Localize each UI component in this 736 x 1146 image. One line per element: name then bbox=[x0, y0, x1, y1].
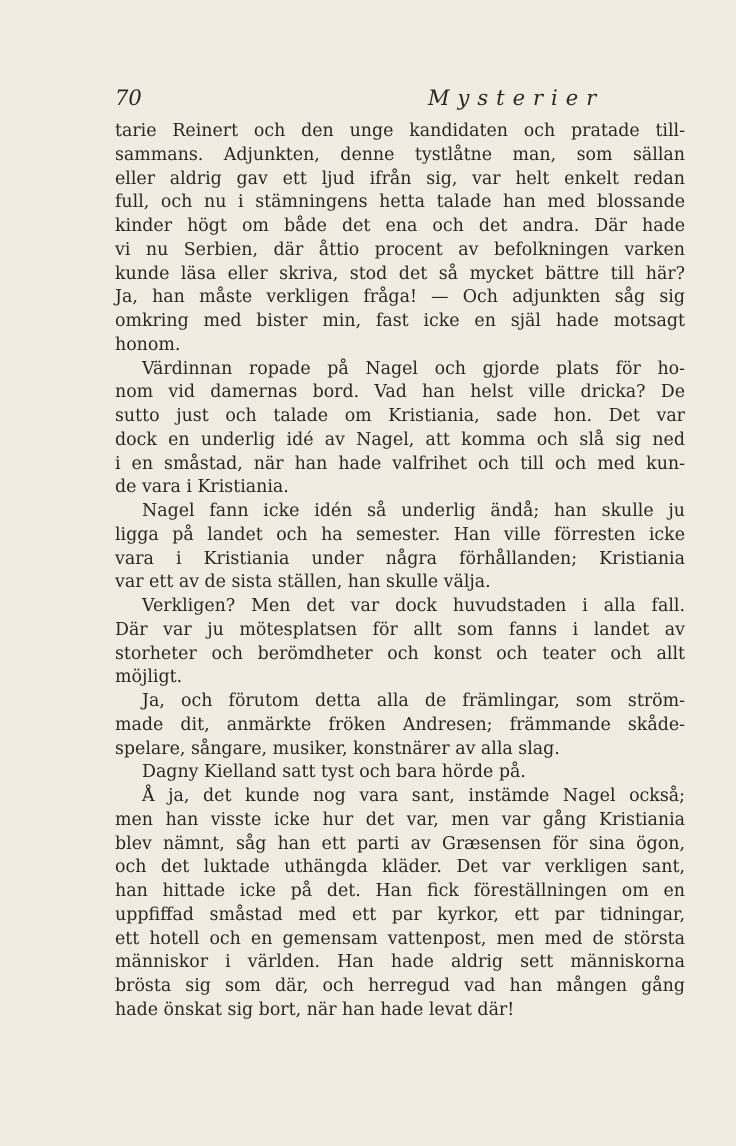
text-line: kunde läsa eller skriva, stod det så mycket bättre till här? bbox=[115, 263, 685, 284]
text-line: honom. bbox=[115, 334, 181, 355]
text-line: Ja, och förutom detta alla de främlingar, som ström- bbox=[142, 691, 685, 711]
text-line: ett hotell och en gemensam vattenpost, men med de största bbox=[115, 928, 685, 949]
text-line: möjligt. bbox=[115, 667, 183, 688]
body-text bbox=[115, 120, 685, 1023]
text-line: blev nämnt, såg han ett parti av Græsensen för sina ögon, bbox=[115, 833, 685, 854]
page-number: 70 bbox=[115, 86, 142, 110]
text-line: sutto just och talade om Kristiania, sade hon. Det var bbox=[115, 406, 685, 426]
text-line: hade önskat sig bort, när han hade levat där! bbox=[115, 999, 515, 1020]
text-line: Verkligen? Men det var dock huvudstaden i alla fall. bbox=[142, 596, 685, 616]
text-line: kinder högt om både det ena och det andra. Där hade bbox=[115, 216, 685, 236]
text-line: de vara i Kristiania. bbox=[115, 477, 289, 498]
text-line: ligga på landet och ha semester. Han ville förresten icke bbox=[115, 524, 685, 545]
text-line: Dagny Kielland satt tyst och bara hörde på. bbox=[142, 762, 526, 783]
text-line: spelare, sångare, musiker, konstnärer av alla slag. bbox=[115, 738, 560, 759]
text-line: tarie Reinert och den unge kandidaten och pratade till- bbox=[115, 121, 685, 141]
text-line: storheter och berömdheter och konst och teater och allt bbox=[115, 643, 685, 664]
text-line: brösta sig som där, och herregud vad han mången gång bbox=[115, 976, 685, 996]
text-line: människor i världen. Han hade aldrig sett människorna bbox=[115, 952, 685, 973]
text-line: han hittade icke på det. Han fick föreställningen om en bbox=[115, 881, 685, 901]
text-line: men han visste icke hur det var, men var gång Kristiania bbox=[115, 809, 685, 830]
page-header bbox=[115, 86, 685, 116]
text-line: full, och nu i stämningens hetta talade han med blossande bbox=[115, 192, 685, 213]
text-line: dock en underlig idé av Nagel, att komma och slå sig ned bbox=[115, 429, 685, 450]
text-line: Där var ju mötesplatsen för allt som fanns i landet av bbox=[115, 619, 685, 640]
text-line: made dit, anmärkte fröken Andresen; främmande skåde- bbox=[115, 714, 685, 735]
text-line: vi nu Serbien, där åttio procent av befolkningen varken bbox=[115, 239, 685, 260]
text-line: Nagel fann icke idén så underlig ändå; han skulle ju bbox=[142, 501, 685, 521]
running-title: Mysterier bbox=[428, 86, 605, 110]
text-line: var ett av de sista ställen, han skulle välja. bbox=[115, 572, 491, 593]
text-line: Ja, han måste verkligen fråga! — Och adjunkten såg sig bbox=[115, 287, 685, 308]
text-line: sammans. Adjunkten, denne tystlåtne man, som sällan bbox=[115, 144, 685, 165]
text-line: nom vid damernas bord. Vad han helst ville dricka? De bbox=[115, 382, 685, 403]
text-line: och det luktade uthängda kläder. Det var verkligen sant, bbox=[115, 857, 685, 878]
text-line: vara i Kristiania under några förhållanden; Kristiania bbox=[115, 548, 685, 569]
text-line: uppfiffad småstad med ett par kyrkor, ett par tidningar, bbox=[115, 904, 685, 925]
text-line: omkring med bister min, fast icke en själ hade motsagt bbox=[115, 311, 685, 331]
text-line: Värdinnan ropade på Nagel och gjorde plats för ho- bbox=[142, 358, 685, 379]
text-line: eller aldrig gav ett ljud ifrån sig, var helt enkelt redan bbox=[115, 168, 685, 189]
text-line: i en småstad, när han hade valfrihet och till och med kun- bbox=[115, 453, 685, 474]
text-line: Å ja, det kunde nog vara sant, instämde Nagel också; bbox=[142, 786, 685, 806]
